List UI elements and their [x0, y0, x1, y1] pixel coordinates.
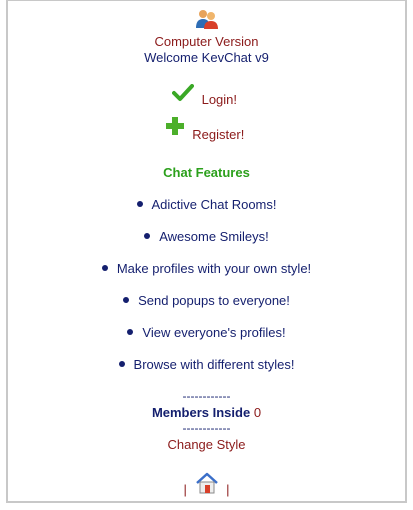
divider-bottom: ------------ — [182, 421, 231, 435]
change-style-link[interactable]: Change Style — [167, 437, 246, 452]
bullet-icon — [119, 361, 125, 367]
feature-item: Browse with different styles! — [0, 357, 413, 372]
login-label[interactable]: Login! — [201, 92, 238, 108]
members-count: 0 — [253, 405, 262, 420]
footer-separator-right: | — [226, 482, 230, 498]
footer-separator-left: | — [183, 482, 187, 498]
divider-top: ------------ — [182, 389, 231, 403]
header-icon-wrap — [0, 8, 413, 30]
footer-nav — [0, 472, 413, 498]
features-heading: Chat Features — [163, 165, 250, 180]
bullet-icon — [123, 297, 129, 303]
plus-icon — [165, 116, 185, 136]
bullet-icon — [137, 201, 143, 207]
feature-item: Send popups to everyone! — [0, 293, 413, 308]
members-inside — [0, 405, 413, 420]
bullet-icon — [102, 265, 108, 271]
welcome-text: Welcome KevChat v9 — [144, 50, 269, 65]
users-icon — [195, 8, 219, 30]
home-icon[interactable] — [195, 472, 219, 494]
bullet-icon — [127, 329, 133, 335]
feature-item: Awesome Smileys! — [0, 229, 413, 244]
feature-item: Adictive Chat Rooms! — [0, 197, 413, 212]
bullet-icon — [144, 233, 150, 239]
login-link[interactable] — [0, 88, 413, 106]
feature-item: View everyone's profiles! — [0, 325, 413, 340]
feature-item: Make profiles with your own style! — [0, 261, 413, 276]
version-text: Computer Version — [154, 34, 259, 49]
members-label: Members Inside — [151, 405, 251, 420]
register-label[interactable]: Register! — [192, 127, 245, 143]
checkmark-icon — [172, 84, 194, 102]
register-link[interactable] — [0, 120, 413, 143]
